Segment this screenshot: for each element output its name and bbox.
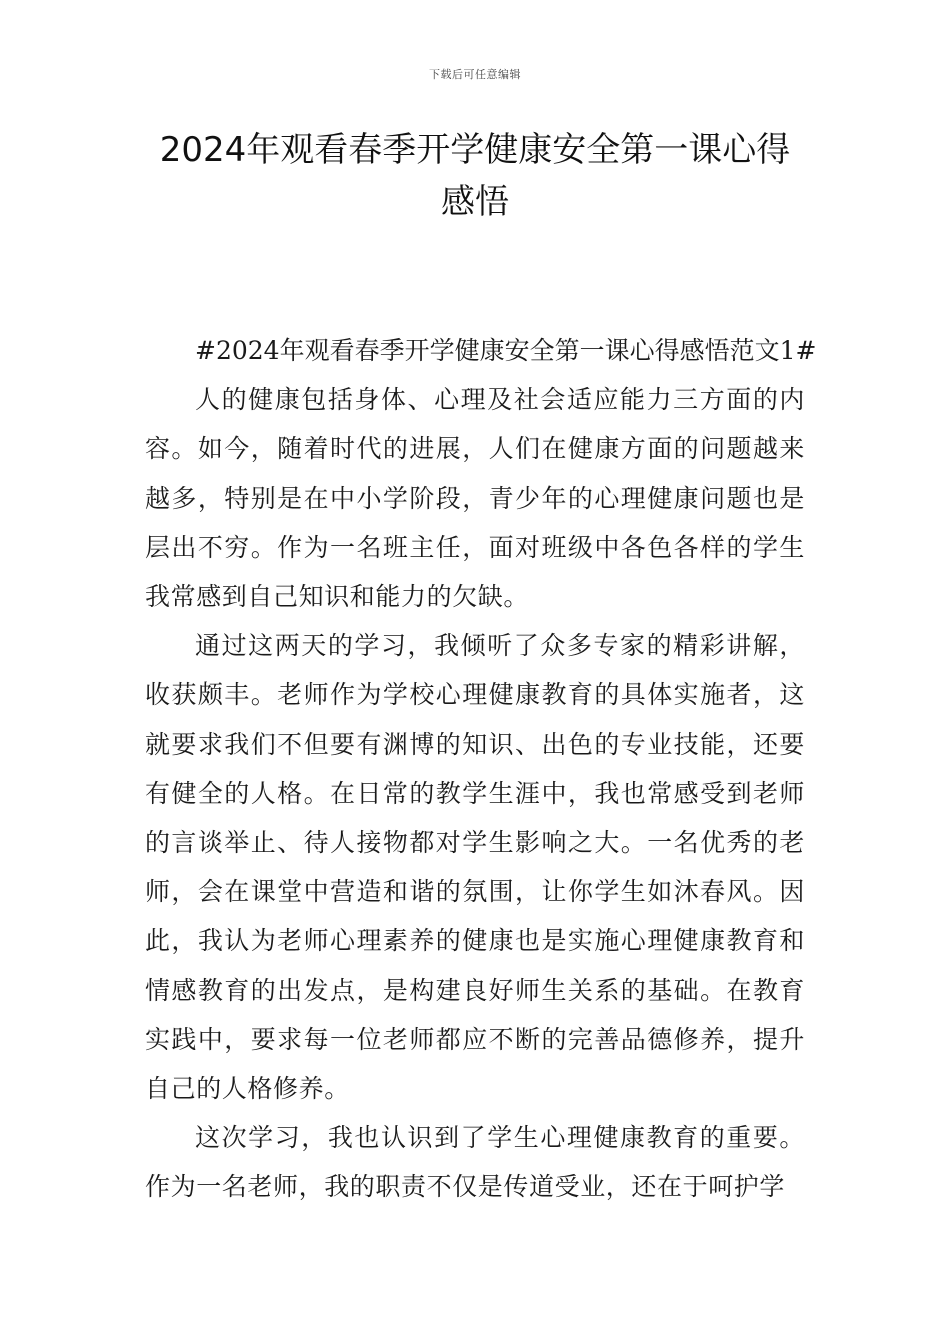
section-heading: #2024年观看春季开学健康安全第一课心得感悟范文1# xyxy=(195,336,817,365)
header-note: 下载后可任意编辑 xyxy=(429,68,521,81)
document-title xyxy=(140,124,810,228)
paragraph: 人的健康包括身体、心理及社会适应能力三方面的内容。如今，随着时代的进展，人们在健康方面的问题越来越多，特别是在中小学阶段，青少年的心理健康问题也是层出不穷。作为一名班主任，面对班级中各色各样的学生我常感到自己知识和能力的欠缺。 xyxy=(145,385,805,612)
paragraph: 这次学习，我也认识到了学生心理健康教育的重要。作为一名老师，我的职责不仅是传道受业，还在于呵护学 xyxy=(145,1123,805,1202)
document-title-line-1: 2024年观看春季开学健康安全第一课心得 xyxy=(159,130,791,170)
document-title-line-2: 感悟 xyxy=(441,182,509,222)
paragraph: 通过这两天的学习，我倾听了众多专家的精彩讲解，收获颇丰。老师作为学校心理健康教育的具体实施者，这就要求我们不但要有渊博的知识、出色的专业技能，还要有健全的人格。在日常的教学生涯中，我也常感受到老师的言谈举止、待人接物都对学生影响之大。一名优秀的老师，会在课堂中营造和谐的氛围，让你学生如沐春风。因此，我认为老师心理素养的健康也是实施心理健康教育和情感教育的出发点，是构建良好师生关系的基础。在教育实践中，要求每一位老师都应不断的完善品德修养，提升自己的人格修养。 xyxy=(145,631,805,1104)
document-body xyxy=(145,326,817,1212)
